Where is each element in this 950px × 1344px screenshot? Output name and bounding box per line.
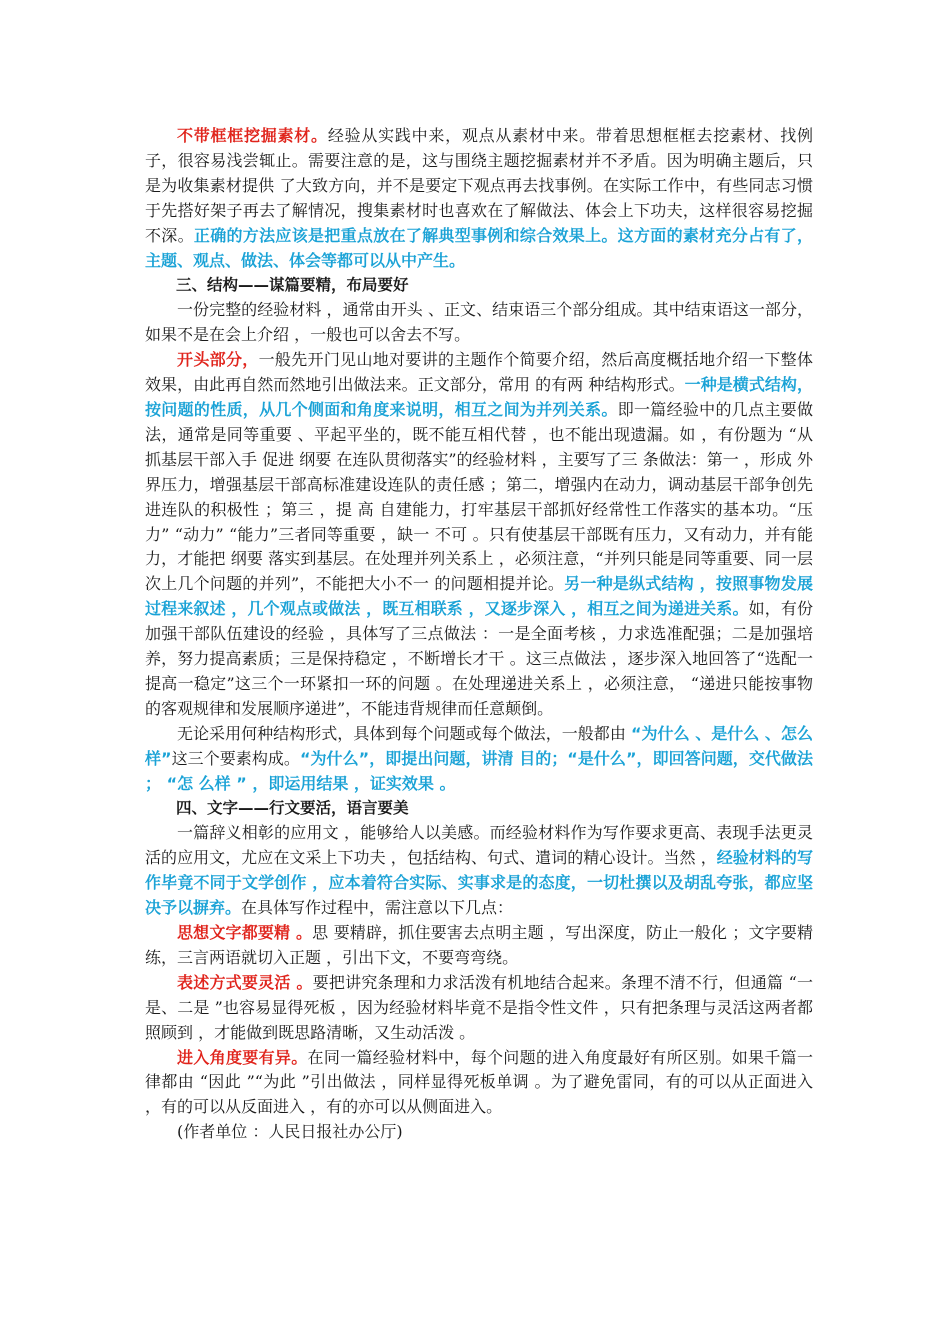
highlight-blue: “为什么”，即提出问题，讲清 目的；“是什么”，即回答问题，交代做法 ； “怎 么样 ” ，即运用结果 ，证实效果 。 xyxy=(145,748,813,793)
highlight-red: 开头部分， xyxy=(177,350,259,370)
text: 这三个要素构成。 xyxy=(171,748,300,768)
text: 一般先开门见山地对要讲的主题作个简要介绍，然后高度概括地介绍一下整体效果，由此再自然而然地引出做法来。正文部分，常用 的有两 种结构形式。 xyxy=(145,350,813,395)
author-note: (作者单位 ：人民日报社办公厅) xyxy=(177,1122,403,1142)
paragraph-material xyxy=(145,124,813,273)
highlight-blue: 另一种是纵式结构 ，按照事物发展过程来叙述 ，几个观点或做法 ，既互相联系 ，又逐步深入 ，相互之间为递进关系。 xyxy=(145,574,813,619)
text: 在同一篇经验材料中，每个问题的进入角度最好有所区别。如果千篇一律都由 “因此 ”“为此 ”引出做法 ，同样显得死板单调 。为了避免雷同，有的可以从正面进入 ，有的可以从反面进入 ，有的亦可以从侧面进入。 xyxy=(145,1047,813,1117)
paragraph-structure-types xyxy=(145,348,813,722)
highlight-blue: 一种是横式结构，按问题的性质，从几个侧面和角度来说明，相互之间为并列关系。 xyxy=(145,375,813,419)
highlight-red: 不带框框挖掘素材。 xyxy=(177,126,328,145)
highlight-blue: 经验材料的写作毕竟不同于文学创作 ，应本着符合实际、实事求是的态度，一切杜撰以及胡乱夸张，都应坚决予以摒弃。 xyxy=(145,848,813,918)
highlight-blue: 正确的方法应该是把重点放在了解典型事例和综合效果上。这方面的素材充分占有了，主题、观点、做法、体会等都可以从中产生。 xyxy=(145,225,813,270)
paragraph-three-elements xyxy=(145,722,813,797)
text: 一篇辞义相彰的应用文 ，能够给人以美感。而经验材料作为写作要求更高、表现手法更灵活的应用文，尤应在文采上下功夫 ，包括结构、句式、遣词的精心设计。当然 ， xyxy=(145,823,813,868)
text: 即一篇经验中的几点主要做法，通常是同等重要 、平起平坐的，既不能互相代替 ，也不能出现遗漏。如 ，有份题为 “从抓基层干部入手 促进 纲要 在连队贯彻落实”的经验材料 ，主要写了三 条做法：第一 ，形成 外界压力，增强基层干部高标准建设连队的责任感 ；第二，增强内在动力，调动基层干部争创先进连队的积极性 ；第三 ，提 高 自建能力，打牢基层干部抓好经常性工作落实的基本功。“压力” “动力” “能力”三者同等重要 ，缺一 不可 。只有使基层干部既有压力，又有动力，并有能力，才能把 纲要 落实到基层。在处理并列关系上 ，必须注意，“并列只能是同等重要、同一层次上几个问题的并列”，不能把大小不一 的问题相提并论。 xyxy=(145,399,813,594)
paragraph-writing-intro xyxy=(145,821,813,921)
paragraph-structure-intro: 一份完整的经验材料 ，通常由开头 、正文、结束语三个部分组成。其中结束语这一部分，如果不是在会上介绍 ，一般也可以舍去不写。 xyxy=(145,300,813,345)
paragraph-point-3 xyxy=(145,1046,813,1121)
text: 如，有份加强干部队伍建设的经验 ，具体写了三点做法 ：一是全面考核 ，力求选准配强；二是加强培养，努力提高素质；三是保持稳定 ，不断增长才干 。这三点做法 ，逐步深入地回答了“选配一提高一稳定”这三个一环紧扣一环的问题 。在处理递进关系上 ，必须注意， “递进只能按事物的客观规律和发展顺序递进”，不能违背规律而任意颠倒。 xyxy=(145,599,813,718)
highlight-red: 进入角度要有异。 xyxy=(177,1047,308,1067)
paragraph-point-2 xyxy=(145,971,813,1046)
text: 在具体写作过程中，需注意以下几点： xyxy=(241,898,514,918)
highlight-blue: “为什么 、是什么 、怎么样” xyxy=(145,723,813,768)
section-heading-structure: 三、结构——谋篇要精，布局要好 xyxy=(176,276,409,295)
highlight-red: 表述方式要灵活 。 xyxy=(177,972,313,992)
highlight-red: 思想文字都要精 。 xyxy=(177,923,313,942)
text: 思 要精辟，抓住要害去点明主题 ，写出深度，防止一般化 ；文字要精练，三言两语就切入正题 ，引出下文，不要弯弯绕。 xyxy=(145,923,814,967)
text: 经验从实践中来，观点从素材中来。带着思想框框去挖素材、找例子，很容易浅尝辄止。需要注意的是，这与围绕主题挖掘素材并不矛盾。因为明确主题后，只是为收集素材提供 了大致方向，并不是要定下观点再去找事例。在实际工作中，有些同志习惯于先搭好架子再去了解情况，搜集素材时也喜欢在了解做法、体会上下功夫，这样很容易挖掘不深。 xyxy=(145,126,813,245)
text: 无论采用何种结构形式，具体到每个问题或每个做法，一般都由 xyxy=(177,723,631,743)
text: 要把讲究条理和力求活泼有机地结合起来。条理不清不行，但通篇 “一是、二是 ”也容易显得死板 ，因为经验材料毕竟不是指令性文件 ，只有把条理与灵活这两者都照顾到 ，才能做到既思路清晰，又生动活泼 。 xyxy=(145,972,813,1042)
document-body xyxy=(145,124,813,1145)
paragraph-point-1 xyxy=(145,921,813,971)
section-heading-writing: 四、文字——行文要活，语言要美 xyxy=(176,799,409,818)
